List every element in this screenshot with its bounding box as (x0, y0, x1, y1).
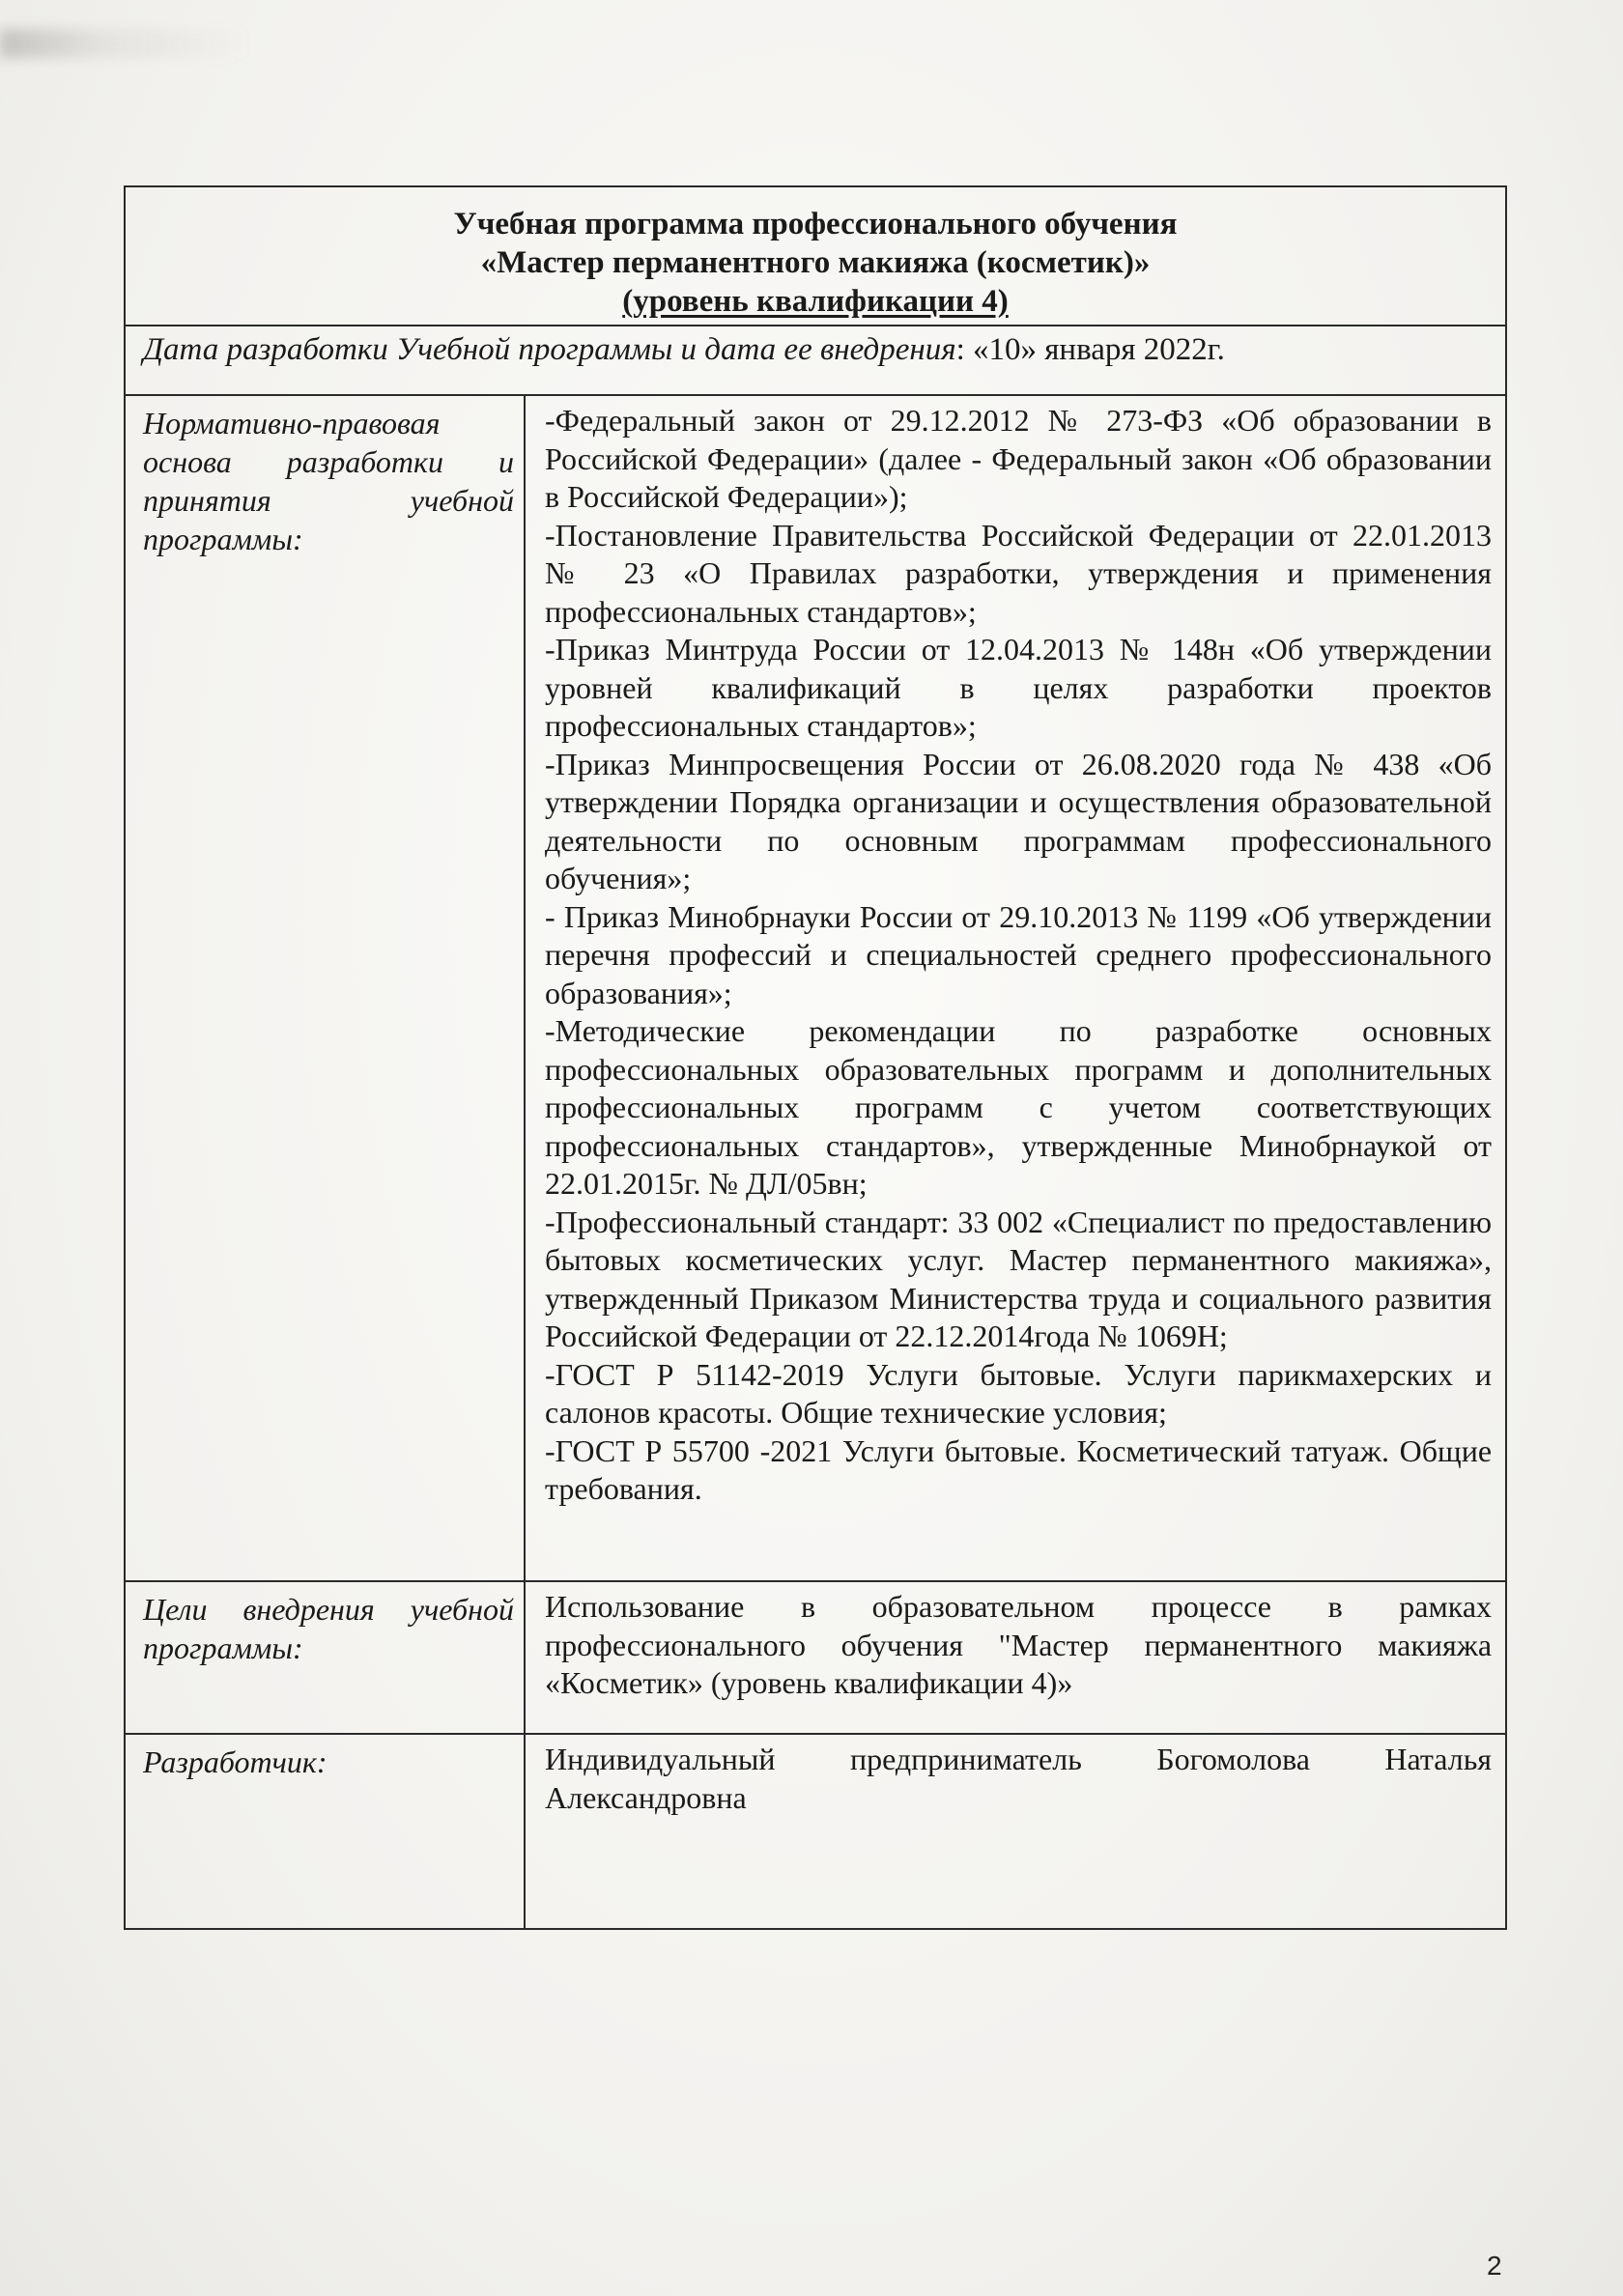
program-info-table (124, 185, 1507, 1930)
title-line-1: Учебная программа профессионального обучения (453, 207, 1178, 241)
title-line-3: (уровень квалификации 4) (622, 284, 1009, 319)
date-value: : «10» января 2022г. (955, 332, 1225, 367)
normative-content (525, 395, 1506, 1581)
document-title (125, 186, 1506, 326)
scan-artifact (0, 29, 251, 58)
normative-item: -Методические рекомендации по разработке основных профессиональных образовательных программ и дополнительных профессиональных программ с учетом соответствующих профессиональных стандартов», утвержденные Минобрнаукой от 22.01.2015г. № ДЛ/05вн; (545, 1013, 1493, 1201)
date-row (125, 326, 1506, 395)
title-line-2: «Мастер перманентного макияжа (косметик)» (480, 245, 1151, 280)
title-row (125, 186, 1506, 326)
developer-row (125, 1734, 1506, 1929)
goals-row (125, 1581, 1506, 1734)
normative-item: -Постановление Правительства Российской Федерации от 22.01.2013 № 23 «О Правилах разработки, утверждения и применения профессиональных стандартов»; (545, 517, 1493, 629)
normative-item: -Приказ Минпросвещения России от 26.08.2020 года № 438 «Об утверждении Порядка организации и осуществления образовательной деятельности по основным программам профессионального обучения»; (545, 746, 1493, 895)
page-number: 2 (1487, 2251, 1502, 2281)
developer-content: Индивидуальный предприниматель Богомолова Наталья Александровна (525, 1734, 1506, 1929)
date-label: Дата разработки Учебной программы и дата ее внедрения (143, 332, 956, 367)
goals-content: Использование в образовательном процессе в рамках профессионального обучения "Мастер перманентного макияжа «Косметик» (уровень квалификации 4)» (525, 1581, 1506, 1734)
normative-label: Нормативно-правовая основа разработки и принятия учебной программы: (125, 395, 525, 1581)
normative-item: -Приказ Минтруда России от 12.04.2013 № 148н «Об утверждении уровней квалификаций в целях разработки проектов профессиональных стандартов»; (545, 632, 1493, 743)
normative-item: -Федеральный закон от 29.12.2012 № 273-ФЗ «Об образовании в Российской Федерации» (далее - Федеральный закон «Об образовании в Российской Федерации»); (545, 403, 1493, 514)
date-cell (125, 326, 1506, 395)
normative-row (125, 395, 1506, 1581)
normative-item: -ГОСТ Р 51142-2019 Услуги бытовые. Услуги парикмахерских и салонов красоты. Общие технические условия; (545, 1356, 1493, 1430)
normative-item: - Приказ Минобрнауки России от 29.10.2013 № 1199 «Об утверждении перечня профессий и специальностей среднего профессионального образования»; (545, 898, 1493, 1010)
goals-label: Цели внедрения учебной программы: (125, 1581, 525, 1734)
normative-item: -ГОСТ Р 55700 -2021 Услуги бытовые. Косметический татуаж. Общие требования. (545, 1432, 1493, 1506)
normative-item: -Профессиональный стандарт: 33 002 «Специалист по предоставлению бытовых косметических услуг. Мастер перманентного макияжа», утвержденный Приказом Министерства труда и социального развития Российской Федерации от 22.12.2014года № 1069Н; (545, 1204, 1493, 1353)
developer-label: Разработчик: (125, 1734, 525, 1929)
